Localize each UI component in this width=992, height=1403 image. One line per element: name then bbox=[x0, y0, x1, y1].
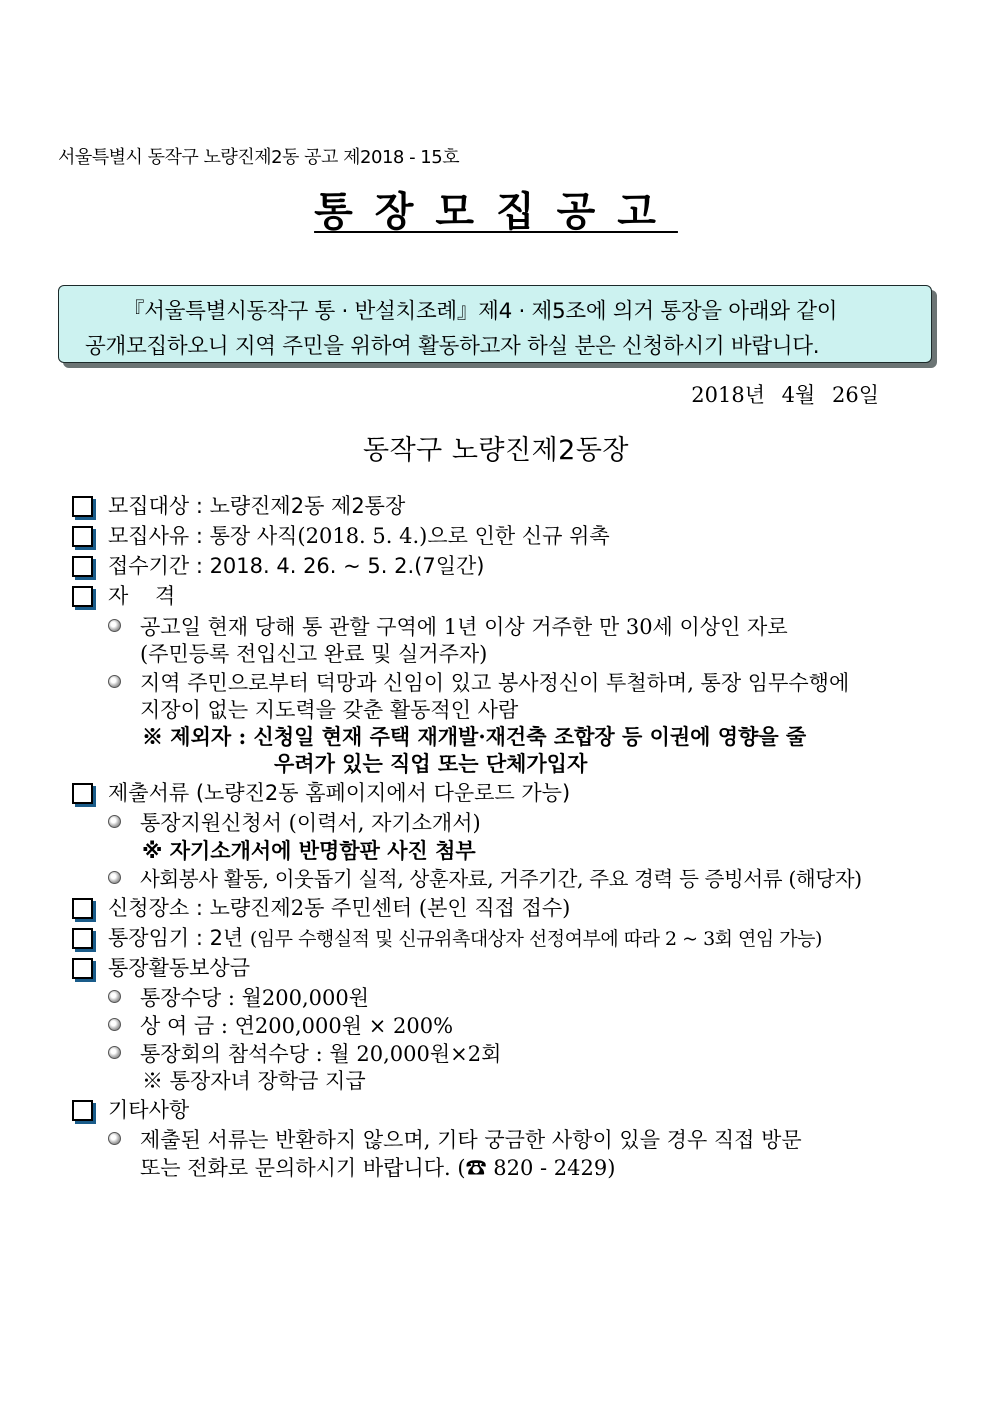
checkbox-icon bbox=[72, 898, 93, 919]
etc-item-1-cont: 또는 전화로 문의하시기 바랍니다. (☎ 820 - 2429) bbox=[140, 1156, 616, 1180]
bullet-icon bbox=[108, 815, 121, 828]
section-period-text: 접수기간 : 2018. 4. 26. ~ 5. 2.(7일간) bbox=[108, 554, 485, 578]
issuer-name: 동작구 노량진제2동장 bbox=[363, 435, 629, 466]
section-documents-title: 제출서류 (노량진2동 홈페이지에서 다운로드 가능) bbox=[108, 781, 571, 805]
section-place-value: 노량진제2동 주민센터 (본인 직접 접수) bbox=[209, 896, 571, 920]
intro-box bbox=[58, 285, 932, 363]
intro-text-line2: 공개모집하오니 지역 주민을 위하여 활동하고자 하실 분은 신청하시기 바랍니다. bbox=[85, 334, 820, 359]
checkbox-icon bbox=[72, 928, 93, 949]
checkbox-icon bbox=[72, 586, 93, 607]
checkbox-icon bbox=[72, 958, 93, 979]
bullet-icon bbox=[108, 1046, 121, 1059]
section-qualification-title: 자 격 bbox=[108, 584, 176, 608]
section-reason-value: 통장 사직(2018. 5. 4.)으로 인한 신규 위촉 bbox=[209, 524, 610, 548]
bullet-icon bbox=[108, 871, 121, 884]
documents-note: ※ 자기소개서에 반명함판 사진 첨부 bbox=[142, 839, 476, 863]
compensation-note: ※ 통장자녀 장학금 지급 bbox=[142, 1069, 366, 1093]
bullet-icon bbox=[108, 1132, 121, 1145]
notice-date: 2018년 4월 26일 bbox=[691, 383, 879, 407]
page-title: 통장모집공고 bbox=[314, 189, 678, 235]
bullet-icon bbox=[108, 990, 121, 1003]
section-target-text: 모집대상 : 노량진제2동 제2통장 bbox=[108, 494, 406, 518]
section-reason-label: 모집사유 : bbox=[108, 524, 203, 548]
section-etc-title: 기타사항 bbox=[108, 1098, 190, 1122]
checkbox-icon bbox=[72, 526, 93, 547]
exclusion-note-cont: 우려가 있는 직업 또는 단체가입자 bbox=[274, 751, 588, 776]
bullet-icon bbox=[108, 1018, 121, 1031]
section-term-label: 통장임기 : 2년 bbox=[108, 926, 244, 950]
qualification-item-1-cont: (주민등록 전입신고 완료 및 실거주자) bbox=[140, 642, 488, 666]
checkbox-icon bbox=[72, 556, 93, 577]
notice-number: 서울특별시 동작구 노량진제2동 공고 제2018 - 15호 bbox=[58, 147, 460, 168]
qualification-item-2-cont: 지장이 없는 지도력을 갖춘 활동적인 사람 bbox=[140, 698, 519, 722]
section-compensation-title: 통장활동보상금 bbox=[108, 956, 251, 980]
intro-text-line1: 『서울특별시동작구 통 · 반설치조례』제4 · 제5조에 의거 통장을 아래와 같이 bbox=[123, 299, 838, 324]
checkbox-icon bbox=[72, 496, 93, 517]
exclusion-note: ※ 제외자 : 신청일 현재 주택 재개발·재건축 조합장 등 이권에 영향을 줄 bbox=[142, 724, 807, 749]
section-term-value: (임무 수행실적 및 신규위촉대상자 선정여부에 따라 2 ~ 3회 연임 가능) bbox=[249, 928, 822, 950]
checkbox-icon bbox=[72, 1100, 93, 1121]
section-place-label: 신청장소 : bbox=[108, 896, 203, 920]
checkbox-icon bbox=[72, 783, 93, 804]
bullet-icon bbox=[108, 675, 121, 688]
bullet-icon bbox=[108, 619, 121, 632]
